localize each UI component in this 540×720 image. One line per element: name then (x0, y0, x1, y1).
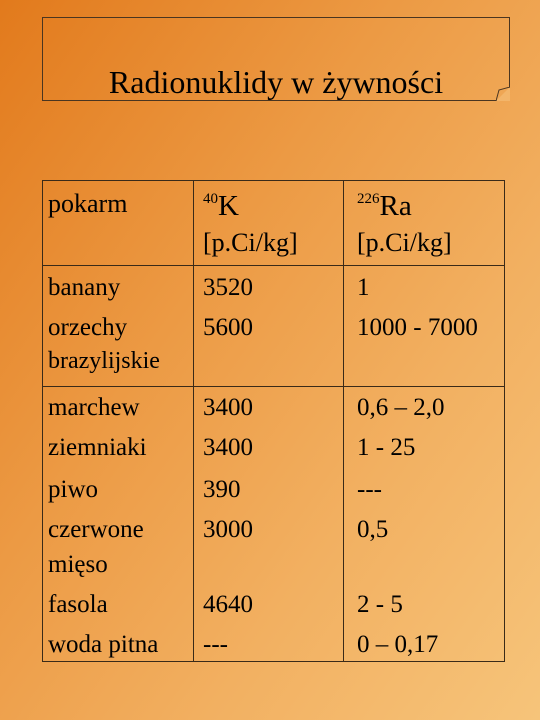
k-value: 4640 (203, 591, 253, 618)
folded-corner-icon (496, 87, 510, 101)
header-k-nuclide (203, 189, 239, 224)
ra-value: 1 (357, 274, 370, 301)
title-box (42, 17, 510, 101)
header-food: pokarm (48, 189, 128, 218)
ra-value: 1000 - 7000 (357, 314, 478, 341)
food-name: brazylijskie (48, 348, 160, 374)
column-divider (343, 181, 344, 661)
food-name: mięso (48, 551, 108, 578)
k-value: 3400 (203, 434, 253, 461)
slide-title: Radionuklidy w żywności (108, 64, 444, 100)
ra-value: 1 - 25 (357, 434, 416, 461)
k-value: 390 (203, 476, 241, 503)
header-ra-nuclide (357, 189, 412, 224)
k-value: --- (203, 631, 228, 658)
header-k-mass: 40 (203, 191, 218, 207)
header-ra-mass: 226 (357, 191, 380, 207)
header-k-symbol: K (218, 190, 239, 222)
row-divider (43, 386, 504, 387)
food-name: ziemniaki (48, 434, 147, 461)
header-k-unit: [p.Ci/kg] (203, 228, 298, 257)
k-value: 3400 (203, 394, 253, 421)
food-name: fasola (48, 591, 108, 618)
ra-value: --- (357, 476, 382, 503)
row-divider (43, 265, 504, 266)
ra-value: 0,5 (357, 516, 389, 543)
food-name: orzechy (48, 314, 128, 341)
ra-value: 0 – 0,17 (357, 631, 439, 658)
k-value: 3520 (203, 274, 253, 301)
k-value: 5600 (203, 314, 253, 341)
column-divider (193, 181, 194, 661)
radionuclide-table (42, 180, 505, 662)
food-name: piwo (48, 476, 98, 503)
food-name: woda pitna (48, 631, 159, 658)
food-name: czerwone (48, 516, 144, 543)
ra-value: 0,6 – 2,0 (357, 394, 445, 421)
header-ra-symbol: Ra (379, 190, 412, 222)
food-name: banany (48, 274, 121, 301)
header-ra-unit: [p.Ci/kg] (357, 228, 452, 257)
food-name: marchew (48, 394, 140, 421)
k-value: 3000 (203, 516, 253, 543)
ra-value: 2 - 5 (357, 591, 403, 618)
